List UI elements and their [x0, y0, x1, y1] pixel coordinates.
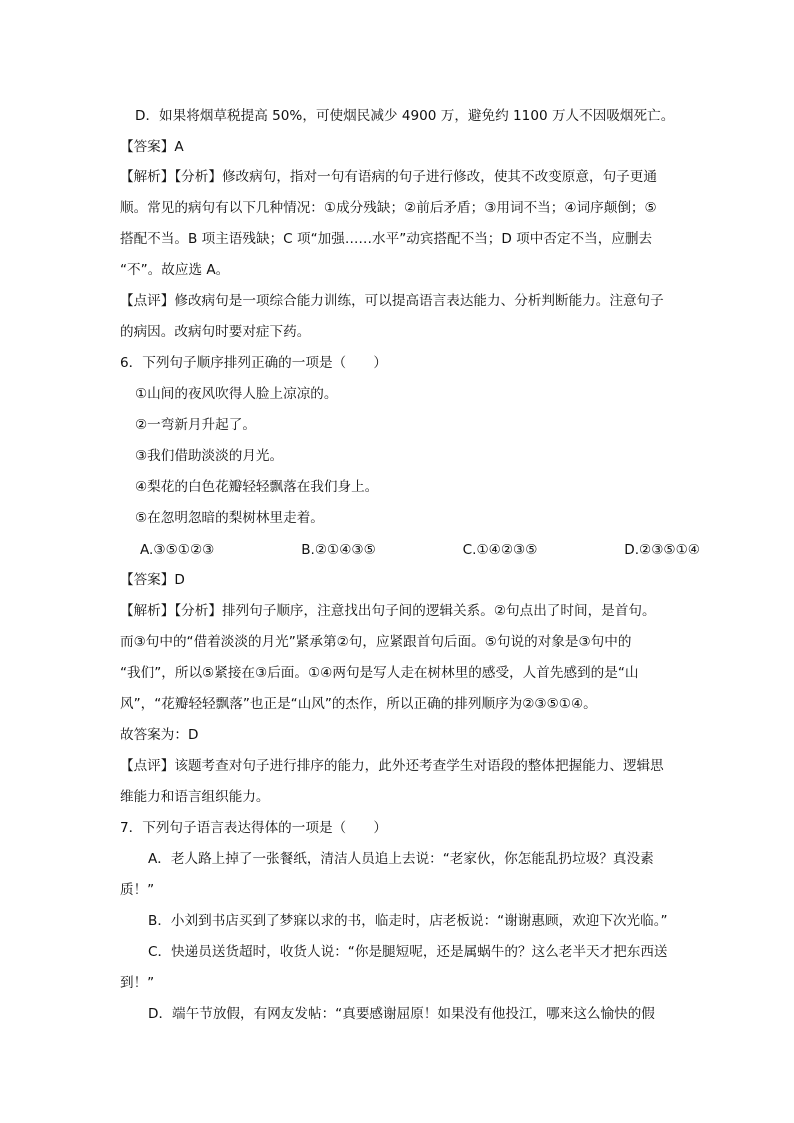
- analysis-q5-line4: “不”。故应选 A。: [120, 262, 230, 278]
- sentence-1: ①山间的夜风吹得人脸上凉凉的。: [135, 386, 338, 402]
- q7-option-b: B．小刘到书店买到了梦寐以求的书，临走时，店老板说：“谢谢惠顾，欢迎下次光临。”: [148, 913, 668, 929]
- analysis-q6-line2: 而③句中的“借着淡淡的月光”紧承第②句，应紧跟首句后面。⑤句说的对象是③句中的: [120, 634, 632, 650]
- sentence-3: ③我们借助淡淡的月光。: [135, 448, 284, 464]
- answer-q6: 【答案】D: [120, 572, 185, 588]
- comment-q5-line2: 的病因。改病句时要对症下药。: [120, 324, 311, 340]
- option-c: C.①④②③⑤: [462, 542, 538, 558]
- option-d-q5: D．如果将烟草税提高 50%，可使烟民减少 4900 万，避免约 1100 万人不因吸烟死亡。: [135, 108, 675, 124]
- sentence-4: ④梨花的白色花瓣轻轻飘落在我们身上。: [135, 479, 379, 495]
- q7-option-c-line2: 到！”: [120, 975, 155, 991]
- comment-q6-line2: 维能力和语言组织能力。: [120, 789, 270, 805]
- q7-option-d-line1: D．端午节放假，有网友发帖：“真要感谢屈原！如果没有他投江，哪来这么愉快的假: [148, 1006, 655, 1022]
- analysis-q6-line4: 风”，“花瓣轻轻飘落”也正是“山风”的杰作，所以正确的排列顺序为②③⑤①④。: [120, 696, 597, 712]
- option-d: D.②③⑤①④: [624, 542, 700, 558]
- options-q6: [140, 540, 700, 560]
- option-b: B.②①④③⑤: [301, 542, 376, 558]
- sentence-2: ②一弯新月升起了。: [135, 417, 256, 433]
- final-answer-q6: 故答案为：D: [120, 727, 199, 743]
- answer-q5: 【答案】A: [120, 139, 184, 155]
- analysis-q5-line1: 【解析】【分析】修改病句，指对一句有语病的句子进行修改，使其不改变原意，句子更通: [120, 169, 657, 185]
- q7-option-a-line1: A．老人路上掉了一张餐纸，清洁人员追上去说：“老家伙，你怎能乱扔垃圾？真没素: [148, 851, 654, 867]
- q7-option-c-line1: C．快递员送货超时，收货人说：“你是腿短呢，还是属蜗牛的？这么老半天才把东西送: [148, 944, 668, 960]
- comment-q6-line1: 【点评】该题考查对句子进行排序的能力，此外还考查学生对语段的整体把握能力、逻辑思: [120, 758, 664, 774]
- analysis-q6-line1: 【解析】【分析】排列句子顺序，注意找出句子间的逻辑关系。②句点出了时间，是首句。: [120, 603, 656, 619]
- q7-option-a-line2: 质！”: [120, 882, 155, 898]
- option-a: A.③⑤①②③: [140, 542, 215, 558]
- sentence-5: ⑤在忽明忽暗的梨树林里走着。: [135, 510, 324, 526]
- analysis-q5-line2: 顺。常见的病句有以下几种情况：①成分残缺；②前后矛盾；③用词不当；④词序颠倒；⑤: [120, 200, 657, 216]
- analysis-q5-line3: 搭配不当。B 项主语残缺；C 项“加强……水平”动宾搭配不当；D 项中否定不当，应删去: [120, 231, 653, 247]
- question-6: 6．下列句子顺序排列正确的一项是（ ）: [120, 355, 387, 371]
- comment-q5-line1: 【点评】修改病句是一项综合能力训练，可以提高语言表达能力、分析判断能力。注意句子: [120, 293, 664, 309]
- analysis-q6-line3: “我们”，所以⑤紧接在③后面。①④两句是写人走在树林里的感受，人首先感到的是“山: [120, 665, 639, 681]
- question-7: 7．下列句子语言表达得体的一项是（ ）: [120, 820, 387, 836]
